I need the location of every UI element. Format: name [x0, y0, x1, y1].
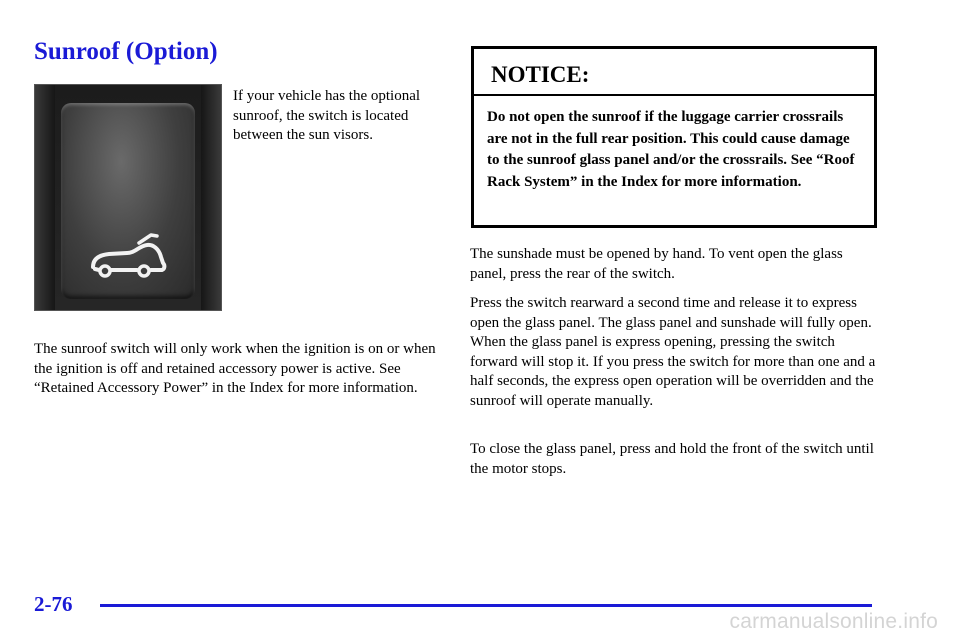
sunshade-paragraph: The sunshade must be opened by hand. To vent open the glass panel, press the rear of the switch. — [470, 246, 843, 282]
close-panel-paragraph: To close the glass panel, press and hold the front of the switch until the motor stops. — [470, 441, 874, 477]
footer-rule — [100, 604, 872, 607]
switch-bezel-right — [201, 85, 221, 310]
switch-button-face — [61, 103, 195, 299]
ignition-paragraph: The sunroof switch will only work when the ignition is on or when the ignition is off and retained accessory power is active. See “Retained Accessory Power” in the Index for more information. — [34, 341, 436, 396]
sunroof-switch-photo — [34, 84, 222, 311]
notice-box — [471, 46, 877, 228]
express-open-paragraph: Press the switch rearward a second time and release it to express open the glass panel. The glass panel and sunshade will fully open. When the glass panel is express opening, pressing the switch forward will stop it. If you press the switch for more than one and a half seconds, the express open operation will be overridden and the sunroof will operate manually. — [470, 295, 876, 409]
notice-body: Do not open the sunroof if the luggage carrier crossrails are not in the full rear position. This could cause damage to the sunroof glass panel and/or the crossrails. See “Roof Rack System” in the Index for more information. — [487, 109, 855, 190]
image-caption: If your vehicle has the optional sunroof, the switch is located between the sun visors. — [233, 88, 421, 143]
notice-heading: NOTICE: — [474, 49, 874, 96]
sunroof-car-icon — [87, 233, 171, 281]
switch-bezel-left — [35, 85, 55, 310]
page-title: Sunroof (Option) — [34, 38, 218, 65]
page-number: 2-76 — [34, 592, 73, 616]
watermark: carmanualsonline.info — [729, 610, 938, 633]
